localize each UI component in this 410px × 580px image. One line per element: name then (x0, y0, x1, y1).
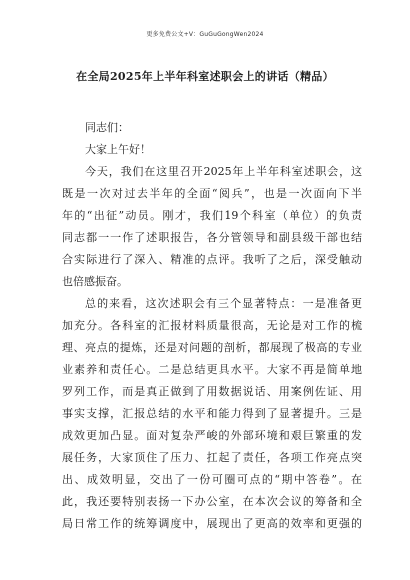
header-note: 更多免费公文+V：GuGuGongWen2024 (146, 31, 264, 38)
paragraph-line: 局日常工作的统筹调度中，展现出了更高的效率和更强的 (62, 517, 362, 530)
paragraph-line: 罗列工作，而是真正做到了用数据说话、用案例佐证、用 (62, 385, 362, 398)
paragraph-line: 事实支撑，汇报总结的水平和能力得到了显著提升。三是 (62, 407, 362, 420)
paragraph-line: 既是一次对过去半年的全面“阅兵”，也是一次面向下半 (62, 187, 362, 200)
document-body (62, 117, 362, 535)
paragraph-line: 理、亮点的提炼，还是对问题的剖析，都展现了极高的专业 (62, 341, 362, 354)
greeting: 大家上午好！ (85, 143, 151, 156)
paragraph-line: 成效更加凸显。面对复杂严峻的外部环境和艰巨繁重的发 (62, 429, 362, 442)
paragraph-line: 同志都一一作了述职报告，各分管领导和副县级干部也结 (62, 231, 362, 244)
paragraph-1 (62, 161, 362, 293)
salutation: 同志们： (85, 121, 129, 134)
paragraph-line: 业素养和责任心。二是总结更具水平。大家不再是简单地 (62, 363, 362, 376)
paragraph-2 (62, 293, 362, 535)
paragraph-line: 出、成效明显，交出了一份可圈可点的“期中答卷”。在 (62, 473, 362, 486)
paragraph-line: 此，我还要特别表扬一下办公室，在本次会议的筹备和全 (62, 495, 362, 508)
paragraph-line: 年的“出征”动员。刚才，我们19个科室（单位）的负责 (62, 209, 362, 222)
paragraph-line: 加充分。各科室的汇报材料质量很高，无论是对工作的梳 (62, 319, 362, 332)
paragraph-line: 总的来看，这次述职会有三个显著特点：一是准备更 (85, 297, 362, 310)
document-title: 在全局2025年上半年科室述职会上的讲话（精品） (76, 70, 334, 83)
paragraph-line: 合实际进行了深入、精准的点评。我听了之后，深受触动 (62, 253, 362, 266)
paragraph-line: 今天，我们在这里召开2025年上半年科室述职会，这 (85, 165, 362, 178)
paragraph-line: 也倍感振奋。 (62, 275, 128, 288)
paragraph-line: 展任务，大家顶住了压力、扛起了责任，各项工作亮点突 (62, 451, 362, 464)
